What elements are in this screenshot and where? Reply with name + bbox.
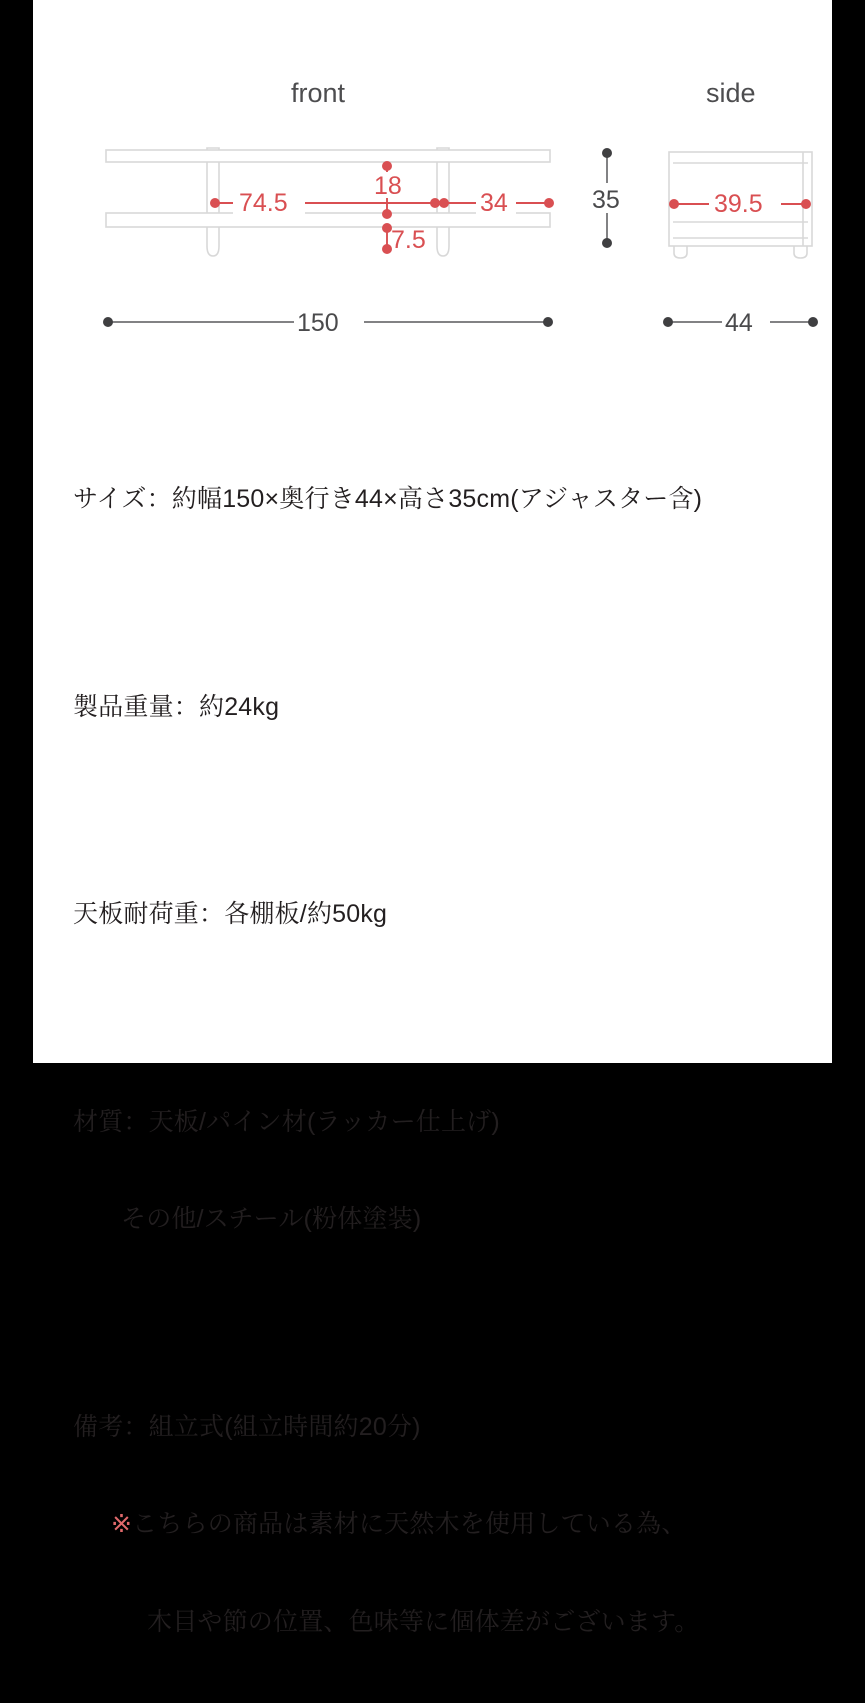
spec-remarks [73,1346,813,1703]
spec-material-line-2: その他/スチール(粉体塗装) [73,1203,813,1236]
spec-load-capacity-line: 天板耐荷重：各棚板/約50kg [73,898,813,931]
dim-18-label: 18 [374,172,402,200]
dim-7-5 [382,223,426,254]
spec-remarks-line-2-text: こちらの商品は素材に天然木を使用している為、 [132,1510,686,1538]
front-view-title: front [291,78,346,108]
side-right-foot [794,245,807,258]
side-view-title: side [706,78,756,108]
dim-34-label: 34 [480,189,508,217]
side-left-foot [674,245,687,258]
spec-remarks-line-1: 備考：組立式(組立時間約20分) [73,1411,813,1444]
spec-remarks-line-2 [73,1508,813,1541]
specification-text [73,418,813,1703]
dim-7-5-label: 7.5 [391,226,426,254]
dim-35-label: 35 [592,186,620,214]
spec-material-line-1: 材質：天板/パイン材(ラッカー仕上げ) [73,1106,813,1139]
dim-39-5-label: 39.5 [714,190,763,218]
dim-18 [373,161,407,219]
content-sheet [33,0,832,1063]
spec-load-capacity [73,833,813,996]
spec-weight [73,626,813,789]
front-top-shelf [106,150,550,162]
spec-weight-line: 製品重量：約24kg [73,691,813,724]
dim-150-label: 150 [297,309,339,337]
spec-size-line: サイズ：約幅150×奥行き44×高さ35cm(アジャスター含) [73,483,813,516]
spec-material [73,1041,813,1301]
front-view-drawing [106,148,554,256]
spec-remarks-line-3: 木目や節の位置、色味等に個体差がございます。 [73,1606,813,1639]
spec-size [73,418,813,581]
dim-44 [663,306,818,338]
asterisk-mark-icon: ※ [111,1510,132,1538]
dim-74-5-label: 74.5 [239,189,288,217]
dimension-diagram [33,0,832,400]
side-view-drawing [669,152,812,258]
dim-150 [103,306,553,338]
dim-44-label: 44 [725,309,753,337]
dim-35 [590,148,626,248]
